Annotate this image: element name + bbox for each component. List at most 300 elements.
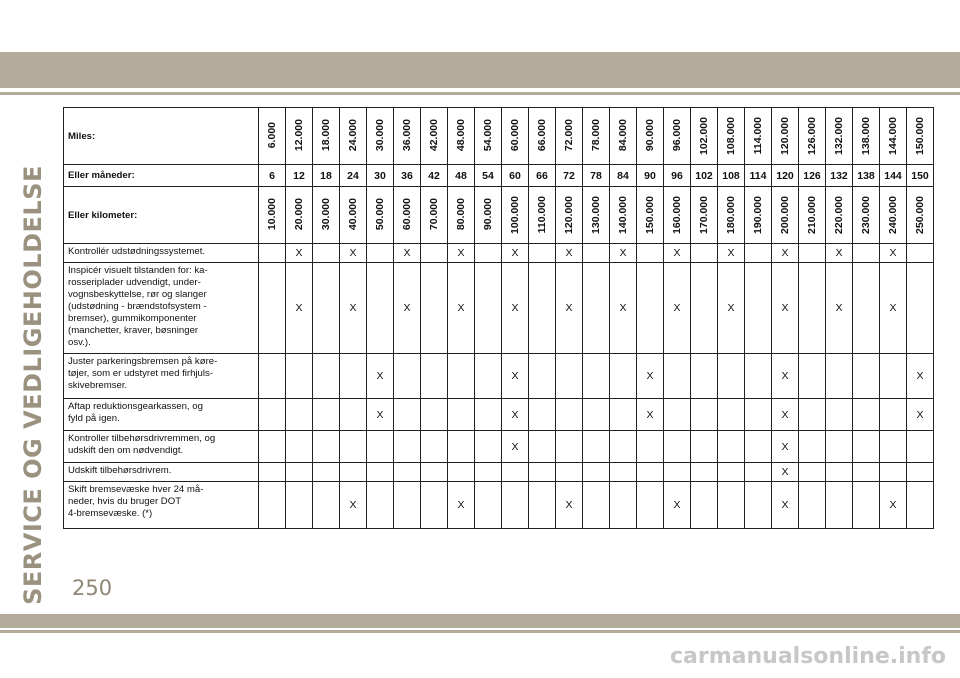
months-value: 132 [826, 165, 853, 187]
km-value: 160.000 [671, 195, 683, 234]
schedule-cell [691, 482, 718, 529]
km-interval-cell [556, 187, 583, 244]
schedule-cell [529, 263, 556, 354]
miles-interval-cell [664, 108, 691, 165]
schedule-cell [637, 244, 664, 263]
schedule-mark: X [367, 354, 394, 399]
miles-interval-cell [826, 108, 853, 165]
schedule-cell [394, 399, 421, 431]
km-interval-cell [367, 187, 394, 244]
miles-value: 150.000 [914, 116, 926, 155]
schedule-cell [313, 399, 340, 431]
months-value: 120 [772, 165, 799, 187]
schedule-mark: X [772, 244, 799, 263]
schedule-cell [718, 354, 745, 399]
km-interval-cell [826, 187, 853, 244]
schedule-cell [853, 431, 880, 463]
schedule-mark: X [718, 263, 745, 354]
schedule-mark: X [448, 482, 475, 529]
schedule-cell [556, 354, 583, 399]
miles-value: 84.000 [617, 119, 629, 152]
schedule-cell [421, 482, 448, 529]
km-interval-cell [880, 187, 907, 244]
schedule-cell [826, 431, 853, 463]
months-value: 42 [421, 165, 448, 187]
schedule-cell [745, 263, 772, 354]
miles-interval-cell [610, 108, 637, 165]
schedule-mark: X [880, 244, 907, 263]
schedule-cell [691, 354, 718, 399]
months-value: 150 [907, 165, 934, 187]
header-row-km [64, 187, 934, 244]
km-value: 180.000 [725, 195, 737, 234]
schedule-cell [907, 463, 934, 482]
schedule-cell [367, 431, 394, 463]
km-value: 150.000 [644, 195, 656, 234]
km-interval-cell [583, 187, 610, 244]
km-value: 140.000 [617, 195, 629, 234]
schedule-cell [529, 354, 556, 399]
schedule-cell [691, 263, 718, 354]
schedule-cell [529, 399, 556, 431]
task-row [64, 431, 934, 463]
schedule-cell [394, 463, 421, 482]
schedule-cell [610, 463, 637, 482]
miles-interval-cell [556, 108, 583, 165]
schedule-mark: X [772, 463, 799, 482]
schedule-mark: X [556, 263, 583, 354]
schedule-cell [475, 431, 502, 463]
km-value: 50.000 [374, 198, 386, 231]
task-label: Aftap reduktionsgearkassen, og fyld på igen. [64, 399, 259, 431]
schedule-cell [286, 482, 313, 529]
schedule-cell [745, 463, 772, 482]
schedule-cell [610, 399, 637, 431]
schedule-mark: X [394, 263, 421, 354]
schedule-mark: X [772, 263, 799, 354]
km-interval-cell [610, 187, 637, 244]
miles-interval-cell [421, 108, 448, 165]
schedule-cell [394, 431, 421, 463]
schedule-cell [664, 463, 691, 482]
schedule-cell [853, 263, 880, 354]
km-value: 100.000 [509, 195, 521, 234]
schedule-cell [421, 263, 448, 354]
schedule-mark: X [610, 263, 637, 354]
km-interval-cell [448, 187, 475, 244]
months-value: 48 [448, 165, 475, 187]
task-row [64, 399, 934, 431]
schedule-cell [259, 399, 286, 431]
months-value: 30 [367, 165, 394, 187]
miles-interval-cell [907, 108, 934, 165]
km-interval-cell [313, 187, 340, 244]
months-value: 138 [853, 165, 880, 187]
schedule-cell [799, 399, 826, 431]
schedule-cell [880, 431, 907, 463]
schedule-cell [313, 354, 340, 399]
schedule-cell [259, 463, 286, 482]
bottom-decor-line [0, 630, 960, 633]
schedule-cell [421, 354, 448, 399]
km-value: 10.000 [266, 198, 278, 231]
schedule-cell [745, 399, 772, 431]
schedule-cell [610, 482, 637, 529]
km-interval-cell [799, 187, 826, 244]
schedule-cell [610, 354, 637, 399]
schedule-cell [799, 463, 826, 482]
schedule-cell [799, 431, 826, 463]
months-value: 6 [259, 165, 286, 187]
schedule-cell [826, 463, 853, 482]
schedule-cell [718, 431, 745, 463]
km-interval-cell [745, 187, 772, 244]
schedule-cell [313, 244, 340, 263]
schedule-cell [340, 354, 367, 399]
schedule-cell [313, 431, 340, 463]
km-value: 200.000 [779, 195, 791, 234]
schedule-cell [799, 263, 826, 354]
km-value: 90.000 [482, 198, 494, 231]
schedule-mark: X [637, 354, 664, 399]
schedule-mark: X [340, 244, 367, 263]
schedule-cell [529, 431, 556, 463]
miles-interval-cell [880, 108, 907, 165]
schedule-cell [313, 263, 340, 354]
task-row [64, 482, 934, 529]
task-row [64, 244, 934, 263]
schedule-cell [745, 244, 772, 263]
section-side-title: SERVICE OG VEDLIGEHOLDELSE [19, 165, 47, 605]
schedule-cell [880, 399, 907, 431]
schedule-cell [637, 431, 664, 463]
schedule-mark: X [880, 263, 907, 354]
km-interval-cell [691, 187, 718, 244]
miles-value: 138.000 [860, 116, 872, 155]
miles-value: 60.000 [509, 119, 521, 152]
schedule-cell [502, 463, 529, 482]
miles-value: 102.000 [698, 116, 710, 155]
schedule-cell [745, 431, 772, 463]
miles-value: 6.000 [266, 122, 278, 149]
schedule-cell [664, 399, 691, 431]
top-decor-line [0, 92, 960, 95]
miles-interval-cell [637, 108, 664, 165]
header-label-months: Eller måneder: [64, 165, 259, 187]
km-interval-cell [286, 187, 313, 244]
km-interval-cell [421, 187, 448, 244]
schedule-mark: X [907, 399, 934, 431]
schedule-cell [745, 482, 772, 529]
miles-value: 72.000 [563, 119, 575, 152]
schedule-cell [583, 244, 610, 263]
schedule-cell [529, 244, 556, 263]
miles-interval-cell [691, 108, 718, 165]
km-value: 190.000 [752, 195, 764, 234]
schedule-cell [286, 399, 313, 431]
km-interval-cell [394, 187, 421, 244]
schedule-cell [367, 244, 394, 263]
schedule-cell [907, 244, 934, 263]
km-interval-cell [259, 187, 286, 244]
schedule-cell [826, 482, 853, 529]
schedule-cell [664, 354, 691, 399]
miles-interval-cell [502, 108, 529, 165]
schedule-cell [259, 263, 286, 354]
miles-value: 48.000 [455, 119, 467, 152]
schedule-cell [880, 354, 907, 399]
schedule-cell [529, 463, 556, 482]
months-value: 144 [880, 165, 907, 187]
schedule-cell [529, 482, 556, 529]
task-row [64, 354, 934, 399]
miles-value: 96.000 [671, 119, 683, 152]
km-interval-cell [907, 187, 934, 244]
schedule-cell [853, 244, 880, 263]
months-value: 18 [313, 165, 340, 187]
miles-interval-cell [259, 108, 286, 165]
km-value: 120.000 [563, 195, 575, 234]
miles-interval-cell [313, 108, 340, 165]
months-value: 24 [340, 165, 367, 187]
miles-interval-cell [340, 108, 367, 165]
schedule-cell [367, 463, 394, 482]
schedule-cell [637, 463, 664, 482]
km-value: 220.000 [833, 195, 845, 234]
miles-value: 24.000 [347, 119, 359, 152]
header-label-miles: Miles: [64, 108, 259, 165]
task-label: Inspicér visuelt tilstanden for: ka- rosseriplader udvendigt, under- vognsbeskyttelse, rør og slanger (udstødning - brændstofsystem - bremser), gummikomponenter (manchetter, kraver, bøsninger osv.). [64, 263, 259, 354]
schedule-cell [556, 431, 583, 463]
km-value: 80.000 [455, 198, 467, 231]
months-value: 36 [394, 165, 421, 187]
miles-interval-cell [772, 108, 799, 165]
schedule-cell [259, 431, 286, 463]
schedule-cell [313, 463, 340, 482]
schedule-mark: X [502, 399, 529, 431]
schedule-cell [853, 354, 880, 399]
schedule-cell [826, 354, 853, 399]
km-interval-cell [340, 187, 367, 244]
km-value: 240.000 [887, 195, 899, 234]
schedule-cell [799, 354, 826, 399]
schedule-cell [907, 482, 934, 529]
schedule-cell [853, 482, 880, 529]
km-interval-cell [718, 187, 745, 244]
schedule-mark: X [610, 244, 637, 263]
miles-interval-cell [286, 108, 313, 165]
schedule-mark: X [448, 263, 475, 354]
schedule-mark: X [664, 482, 691, 529]
schedule-cell [853, 399, 880, 431]
miles-interval-cell [583, 108, 610, 165]
header-label-km: Eller kilometer: [64, 187, 259, 244]
schedule-cell [421, 463, 448, 482]
schedule-cell [259, 354, 286, 399]
months-value: 72 [556, 165, 583, 187]
schedule-cell [664, 431, 691, 463]
schedule-cell [691, 399, 718, 431]
schedule-cell [691, 463, 718, 482]
miles-value: 120.000 [779, 116, 791, 155]
months-value: 96 [664, 165, 691, 187]
schedule-cell [421, 244, 448, 263]
months-value: 78 [583, 165, 610, 187]
km-interval-cell [637, 187, 664, 244]
schedule-cell [394, 354, 421, 399]
schedule-cell [286, 431, 313, 463]
task-row [64, 263, 934, 354]
km-value: 70.000 [428, 198, 440, 231]
schedule-cell [502, 482, 529, 529]
page-number: 250 [72, 576, 113, 600]
schedule-mark: X [907, 354, 934, 399]
schedule-mark: X [367, 399, 394, 431]
schedule-cell [475, 263, 502, 354]
miles-interval-cell [718, 108, 745, 165]
schedule-cell [286, 354, 313, 399]
months-value: 84 [610, 165, 637, 187]
miles-value: 78.000 [590, 119, 602, 152]
schedule-cell [367, 482, 394, 529]
miles-value: 54.000 [482, 119, 494, 152]
miles-interval-cell [799, 108, 826, 165]
schedule-cell [583, 431, 610, 463]
schedule-mark: X [556, 482, 583, 529]
schedule-mark: X [340, 263, 367, 354]
schedule-cell [718, 463, 745, 482]
months-value: 114 [745, 165, 772, 187]
miles-interval-cell [475, 108, 502, 165]
task-label: Udskift tilbehørsdrivrem. [64, 463, 259, 482]
task-label: Kontroller tilbehørsdrivremmen, og udskift den om nødvendigt. [64, 431, 259, 463]
schedule-cell [718, 482, 745, 529]
miles-value: 90.000 [644, 119, 656, 152]
km-interval-cell [529, 187, 556, 244]
months-value: 54 [475, 165, 502, 187]
months-value: 66 [529, 165, 556, 187]
schedule-cell [448, 431, 475, 463]
schedule-mark: X [637, 399, 664, 431]
watermark: carmanualsonline.info [670, 644, 946, 669]
schedule-cell [259, 482, 286, 529]
months-value: 60 [502, 165, 529, 187]
miles-interval-cell [448, 108, 475, 165]
schedule-mark: X [502, 431, 529, 463]
miles-value: 42.000 [428, 119, 440, 152]
km-value: 210.000 [806, 195, 818, 234]
schedule-cell [610, 431, 637, 463]
months-value: 12 [286, 165, 313, 187]
miles-interval-cell [745, 108, 772, 165]
km-value: 230.000 [860, 195, 872, 234]
schedule-cell [394, 482, 421, 529]
schedule-cell [637, 482, 664, 529]
km-value: 170.000 [698, 195, 710, 234]
miles-value: 18.000 [320, 119, 332, 152]
schedule-cell [448, 354, 475, 399]
schedule-cell [367, 263, 394, 354]
schedule-cell [691, 431, 718, 463]
months-value: 102 [691, 165, 718, 187]
schedule-cell [340, 399, 367, 431]
schedule-cell [907, 263, 934, 354]
schedule-cell [340, 463, 367, 482]
km-value: 130.000 [590, 195, 602, 234]
schedule-cell [475, 244, 502, 263]
schedule-cell [583, 482, 610, 529]
km-value: 20.000 [293, 198, 305, 231]
schedule-mark: X [502, 263, 529, 354]
schedule-cell [583, 354, 610, 399]
task-label: Skift bremsevæske hver 24 må- neder, hvis du bruger DOT 4-bremsevæske. (*) [64, 482, 259, 529]
schedule-cell [259, 244, 286, 263]
schedule-cell [718, 399, 745, 431]
schedule-cell [637, 263, 664, 354]
miles-interval-cell [367, 108, 394, 165]
schedule-mark: X [772, 431, 799, 463]
miles-interval-cell [529, 108, 556, 165]
schedule-cell [691, 244, 718, 263]
schedule-mark: X [772, 399, 799, 431]
schedule-cell [475, 399, 502, 431]
top-decor-band [0, 52, 960, 88]
header-row-months [64, 165, 934, 187]
schedule-cell [826, 399, 853, 431]
km-interval-cell [853, 187, 880, 244]
schedule-mark: X [502, 354, 529, 399]
miles-interval-cell [394, 108, 421, 165]
header-row-miles [64, 108, 934, 165]
schedule-cell [853, 463, 880, 482]
schedule-cell [475, 354, 502, 399]
schedule-mark: X [664, 244, 691, 263]
km-value: 110.000 [536, 195, 548, 234]
miles-value: 126.000 [806, 116, 818, 155]
schedule-mark: X [556, 244, 583, 263]
miles-value: 114.000 [752, 116, 764, 155]
schedule-cell [421, 431, 448, 463]
miles-interval-cell [853, 108, 880, 165]
months-value: 90 [637, 165, 664, 187]
miles-value: 144.000 [887, 116, 899, 155]
schedule-mark: X [448, 244, 475, 263]
schedule-cell [880, 463, 907, 482]
schedule-cell [799, 244, 826, 263]
schedule-cell [799, 482, 826, 529]
km-interval-cell [664, 187, 691, 244]
schedule-mark: X [826, 244, 853, 263]
schedule-cell [907, 431, 934, 463]
km-value: 40.000 [347, 198, 359, 231]
schedule-cell [448, 399, 475, 431]
schedule-cell [556, 463, 583, 482]
schedule-mark: X [286, 263, 313, 354]
schedule-mark: X [880, 482, 907, 529]
schedule-cell [421, 399, 448, 431]
schedule-cell [583, 263, 610, 354]
schedule-cell [556, 399, 583, 431]
schedule-mark: X [718, 244, 745, 263]
schedule-cell [340, 431, 367, 463]
maintenance-schedule-table [63, 107, 934, 529]
km-interval-cell [772, 187, 799, 244]
bottom-decor-band [0, 614, 960, 628]
miles-value: 132.000 [833, 116, 845, 155]
km-interval-cell [502, 187, 529, 244]
months-value: 126 [799, 165, 826, 187]
schedule-mark: X [340, 482, 367, 529]
